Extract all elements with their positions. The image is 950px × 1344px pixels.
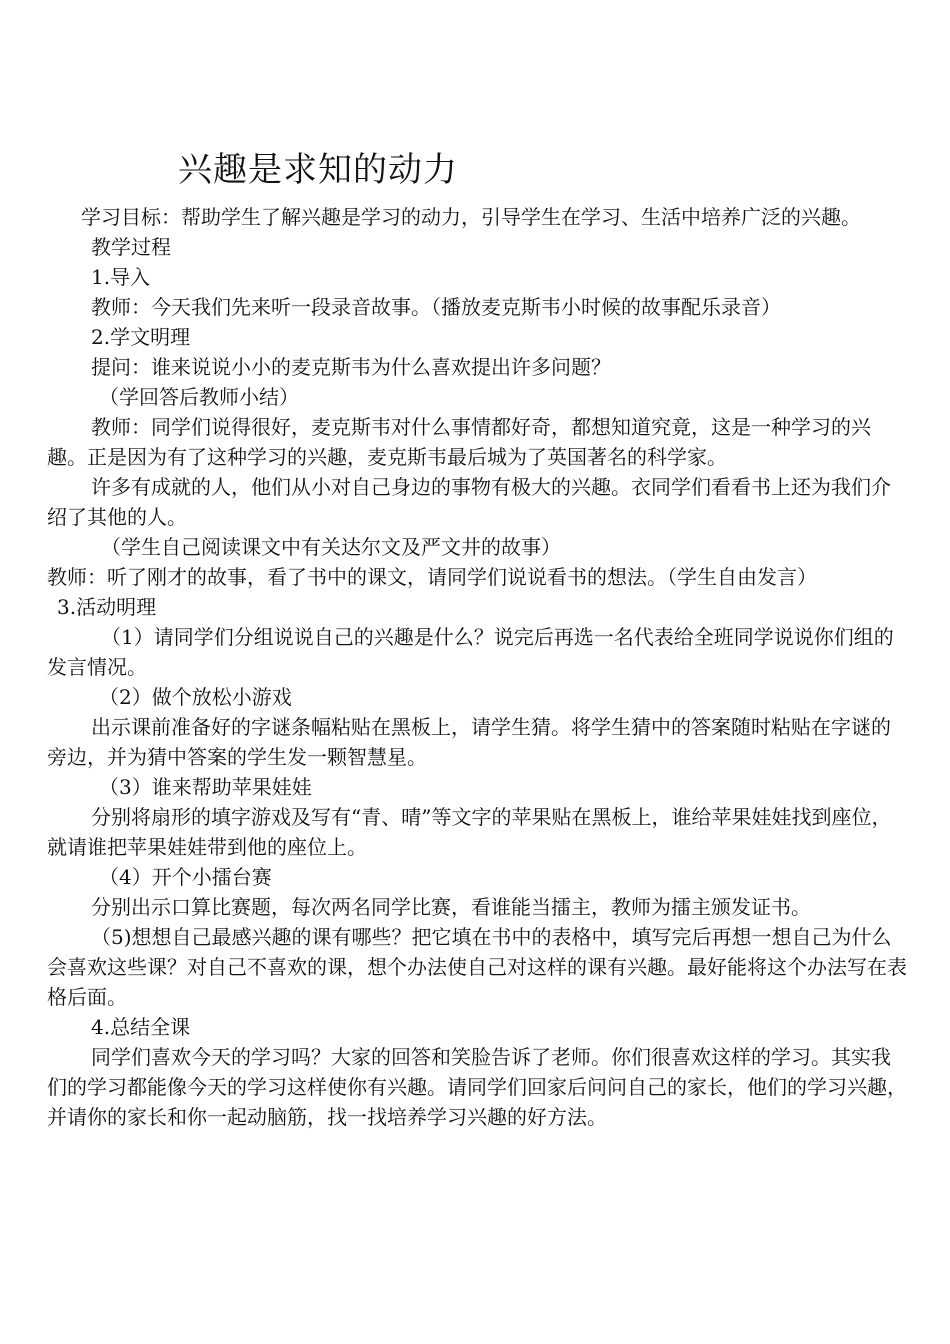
paragraph-note-reading: （学生自己阅读课文中有关达尔文及严文井的故事）	[101, 535, 561, 559]
activity-4-heading: （4）开个小擂台赛	[99, 865, 272, 889]
paragraph-question: 提问：谁来说说小小的麦克斯韦为什么喜欢提出许多问题？	[91, 355, 611, 379]
activity-2-text: 出示课前准备好的字谜条幅粘贴在黑板上，请学生猜。将学生猜中的答案随时粘贴在字谜的旁边，并为猜中答案的学生发一颗智慧星。	[47, 715, 891, 769]
activity-5-text: （5)想想自己最感兴趣的课有哪些？把它填在书中的表格中，填写完后再想一想自己为什么会喜欢这些课？对自己不喜欢的课，想个办法使自己对这样的课有兴趣。最好能将这个办法写在表格后面。	[47, 925, 907, 1009]
paragraph-teacher-discussion: 教师：听了刚才的故事，看了书中的课文，请同学们说说看书的想法。（学生自由发言）	[47, 565, 817, 589]
paragraph-teacher-summary: 教师：同学们说得很好，麦克斯韦对什么事情都好奇，都想知道究竟，这是一种学习的兴趣。正是因为有了这种学习的兴趣，麦克斯韦最后城为了英国著名的科学家。	[47, 415, 871, 469]
section-heading-activities: 3.活动明理	[57, 595, 157, 619]
section-heading-summary: 4.总结全课	[91, 1015, 191, 1039]
section-heading-teaching-process: 教学过程	[91, 235, 171, 259]
activity-3-heading: （3）谁来帮助苹果娃娃	[99, 775, 312, 799]
document-body	[47, 202, 909, 1132]
document-title: 兴趣是求知的动力	[178, 150, 458, 190]
activity-3-text: 分别将扇形的填字游戏及写有“青、晴”等文字的苹果贴在黑板上，谁给苹果娃娃找到座位，就请谁把苹果娃娃带到他的座位上。	[47, 805, 892, 859]
learning-objective: 学习目标：帮助学生了解兴趣是学习的动力，引导学生在学习、生活中培养广泛的兴趣。	[81, 205, 861, 229]
section-heading-introduction: 1.导入	[91, 265, 151, 289]
activity-1: （1）请同学们分组说说自己的兴趣是什么？说完后再选一名代表给全班同学说说你们组的发言情况。	[47, 625, 894, 679]
paragraph-summary: 同学们喜欢今天的学习吗？大家的回答和笑脸告诉了老师。你们很喜欢这样的学习。其实我们的学习都能像今天的学习这样使你有兴趣。请同学们回家后问问自己的家长，他们的学习兴趣，并请你的家长和你一起动脑筋，找一找培养学习兴趣的好方法。	[47, 1045, 907, 1129]
paragraph-teacher-intro: 教师：今天我们先来听一段录音故事。（播放麦克斯韦小时候的故事配乐录音）	[91, 295, 781, 319]
activity-2-heading: （2）做个放松小游戏	[99, 685, 292, 709]
activity-4-text: 分别出示口算比赛题，每次两名同学比赛，看谁能当擂主，教师为擂主颁发证书。	[91, 895, 811, 919]
paragraph-note-summary: （学回答后教师小结）	[99, 385, 299, 409]
paragraph-achievers: 许多有成就的人，他们从小对自己身边的事物有极大的兴趣。衣同学们看看书上还为我们介绍了其他的人。	[47, 475, 891, 529]
section-heading-learning: 2.学文明理	[91, 325, 191, 349]
